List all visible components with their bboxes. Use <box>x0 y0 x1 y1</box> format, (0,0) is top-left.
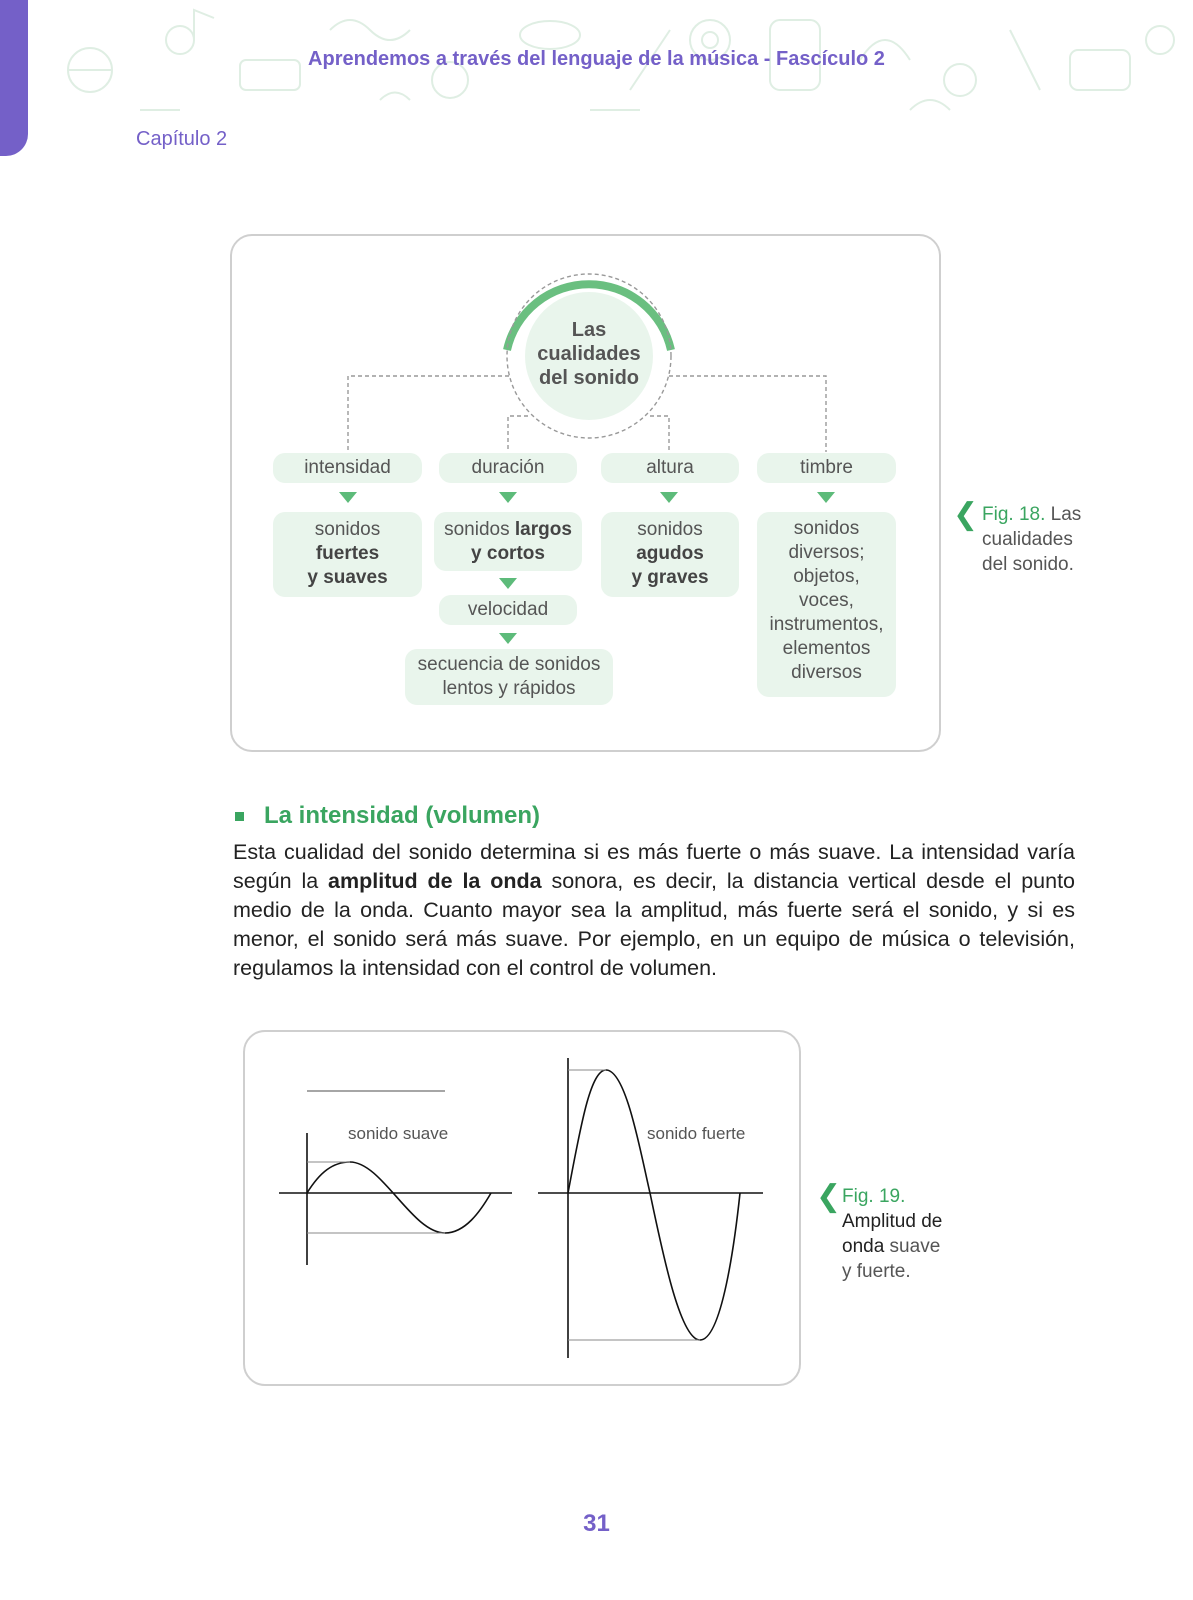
section-bullet <box>235 812 244 821</box>
arrow-down-icon <box>339 492 357 503</box>
desc-velocidad: secuencia de sonidos lentos y rápidos <box>405 649 613 705</box>
desc-timbre: sonidos diversos; objetos, voces, instrumentos, elementos diversos <box>757 512 896 697</box>
arrow-down-icon <box>499 578 517 589</box>
category-timbre: timbre <box>757 453 896 483</box>
desc-intensidad: sonidos fuertes y suaves <box>273 512 422 597</box>
page-number: 31 <box>583 1510 610 1537</box>
category-intensidad: intensidad <box>273 453 422 483</box>
chevron-left-icon: ❮ <box>816 1180 842 1213</box>
chapter-label: Capítulo 2 <box>136 128 228 150</box>
category-velocidad: velocidad <box>439 595 577 625</box>
desc-altura: sonidos agudos y graves <box>601 512 739 597</box>
figure-19-caption: Fig. 19. Amplitud de onda suave y fuerte. <box>842 1186 943 1282</box>
arrow-down-icon <box>660 492 678 503</box>
section-title: La intensidad (volumen) <box>264 802 541 829</box>
figure-18-caption: Fig. 18. Las cualidades del sonido. <box>982 504 1082 575</box>
category-altura: altura <box>601 453 739 483</box>
center-node-label: Las cualidades del sonido <box>537 319 641 389</box>
category-duracion: duración <box>439 453 577 483</box>
chapter-side-tab <box>0 0 28 156</box>
body-paragraph: Esta cualidad del sonido determina si es más fuerte o más suave. La intensidad varía según la amplitud de la onda sonora, es decir, la distancia vertical desde el punto medio de la onda. Cuanto mayor sea la amplitud, más fuerte será el sonido, y si es menor, el sonido será más suave. Por ejemplo, en un equipo de música o televisión, regulamos la intensidad con el control de volumen. <box>233 840 1075 980</box>
label-sonido-fuerte: sonido fuerte <box>647 1124 746 1143</box>
chevron-left-icon: ❮ <box>953 498 979 531</box>
running-title: Aprendemos a través del lenguaje de la música - Fascículo 2 <box>308 48 885 70</box>
figure-19-card <box>243 1030 801 1386</box>
arrow-down-icon <box>499 633 517 644</box>
arrow-down-icon <box>499 492 517 503</box>
arrow-down-icon <box>817 492 835 503</box>
desc-duracion: sonidos largos y cortos <box>434 512 582 571</box>
label-sonido-suave: sonido suave <box>348 1124 449 1143</box>
